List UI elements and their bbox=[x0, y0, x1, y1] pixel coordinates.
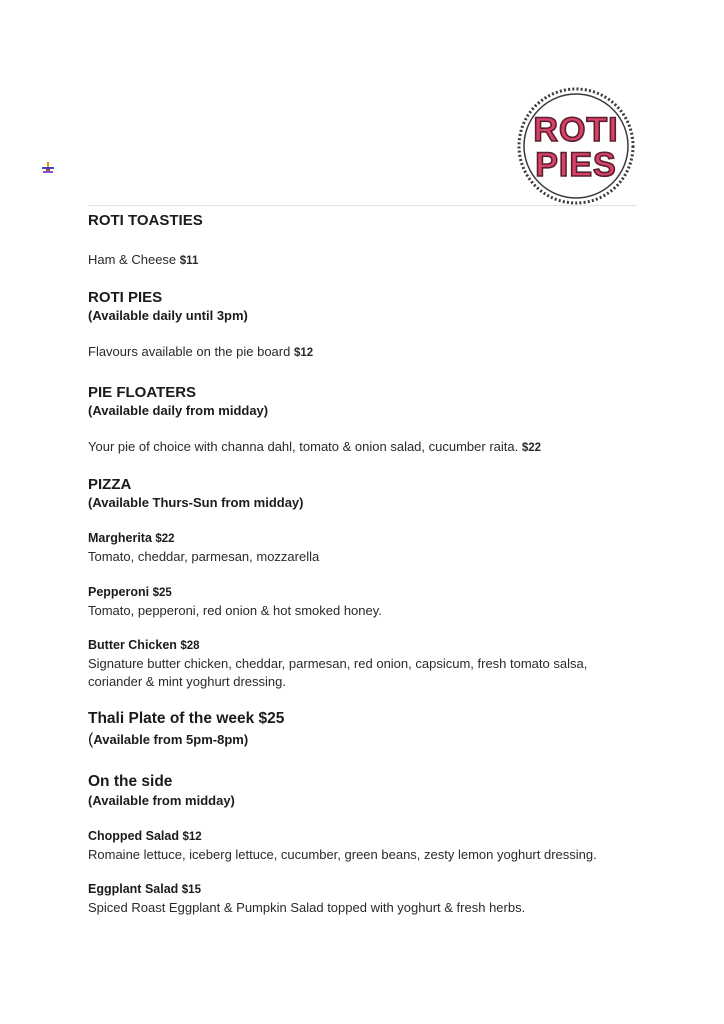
item-price: $22 bbox=[521, 442, 542, 454]
section-note-pies: (Available daily until 3pm) bbox=[88, 308, 248, 323]
anchor-marker-icon bbox=[40, 160, 56, 176]
menu-item-chopped-salad bbox=[88, 828, 648, 864]
section-note-floaters: (Available daily from midday) bbox=[88, 403, 269, 418]
item-name: Butter Chicken bbox=[88, 638, 177, 652]
section-note-thali bbox=[88, 731, 648, 749]
item-price: $28 bbox=[180, 640, 200, 652]
menu-item-eggplant-salad bbox=[88, 881, 648, 917]
item-price: $15 bbox=[181, 884, 201, 896]
item-price: $12 bbox=[182, 831, 202, 843]
section-heading-toasties: ROTI TOASTIES bbox=[88, 212, 203, 229]
item-name: Pepperoni bbox=[88, 585, 150, 599]
item-name: Your pie of choice with channa dahl, tomato & onion salad, cucumber raita. bbox=[88, 439, 519, 454]
item-name: Flavours available on the pie board bbox=[88, 344, 291, 359]
item-description-line-1: Signature butter chicken, cheddar, parmesan, red onion, capsicum, fresh tomato salsa, bbox=[88, 656, 588, 671]
item-description: Romaine lettuce, iceberg lettuce, cucumber, green beans, zesty lemon yoghurt dressing. bbox=[88, 847, 597, 862]
item-price: $25 bbox=[152, 587, 172, 599]
menu-item-pepperoni bbox=[88, 584, 648, 620]
item-price: $12 bbox=[293, 347, 314, 359]
item-name: Eggplant Salad bbox=[88, 882, 179, 896]
header-divider bbox=[88, 205, 637, 206]
menu-item-pie-floater bbox=[88, 438, 648, 457]
item-price: $22 bbox=[155, 533, 175, 545]
item-name: Chopped Salad bbox=[88, 829, 179, 843]
item-price: $11 bbox=[179, 255, 199, 267]
item-description-line-2: coriander & mint yoghurt dressing. bbox=[88, 674, 286, 689]
note-open-paren: ( bbox=[88, 731, 94, 748]
item-description: Tomato, cheddar, parmesan, mozzarella bbox=[88, 549, 320, 564]
note-text: Available from 5pm-8pm) bbox=[93, 732, 249, 747]
section-heading-side: On the side bbox=[88, 773, 173, 790]
roti-pies-logo bbox=[515, 87, 637, 205]
section-heading-floaters: PIE FLOATERS bbox=[88, 384, 197, 401]
item-description: Tomato, pepperoni, red onion & hot smoked honey. bbox=[88, 603, 382, 618]
item-name: Margherita bbox=[88, 531, 152, 545]
menu-item-pie-board bbox=[88, 343, 648, 362]
section-note-side: (Available from midday) bbox=[88, 793, 235, 808]
section-note-pizza: (Available Thurs-Sun from midday) bbox=[88, 495, 304, 510]
menu-item-butter-chicken bbox=[88, 637, 648, 691]
logo-line-2: PIES bbox=[535, 146, 617, 184]
section-heading-pies: ROTI PIES bbox=[88, 289, 163, 306]
logo-line-1: ROTI bbox=[533, 111, 619, 149]
item-name: Ham & Cheese bbox=[88, 252, 177, 267]
menu-item-ham-cheese bbox=[88, 251, 648, 270]
section-heading-pizza: PIZZA bbox=[88, 476, 132, 493]
menu-item-margherita bbox=[88, 530, 648, 566]
item-description: Spiced Roast Eggplant & Pumpkin Salad topped with yoghurt & fresh herbs. bbox=[88, 900, 526, 915]
section-heading-thali: Thali Plate of the week $25 bbox=[88, 710, 285, 727]
